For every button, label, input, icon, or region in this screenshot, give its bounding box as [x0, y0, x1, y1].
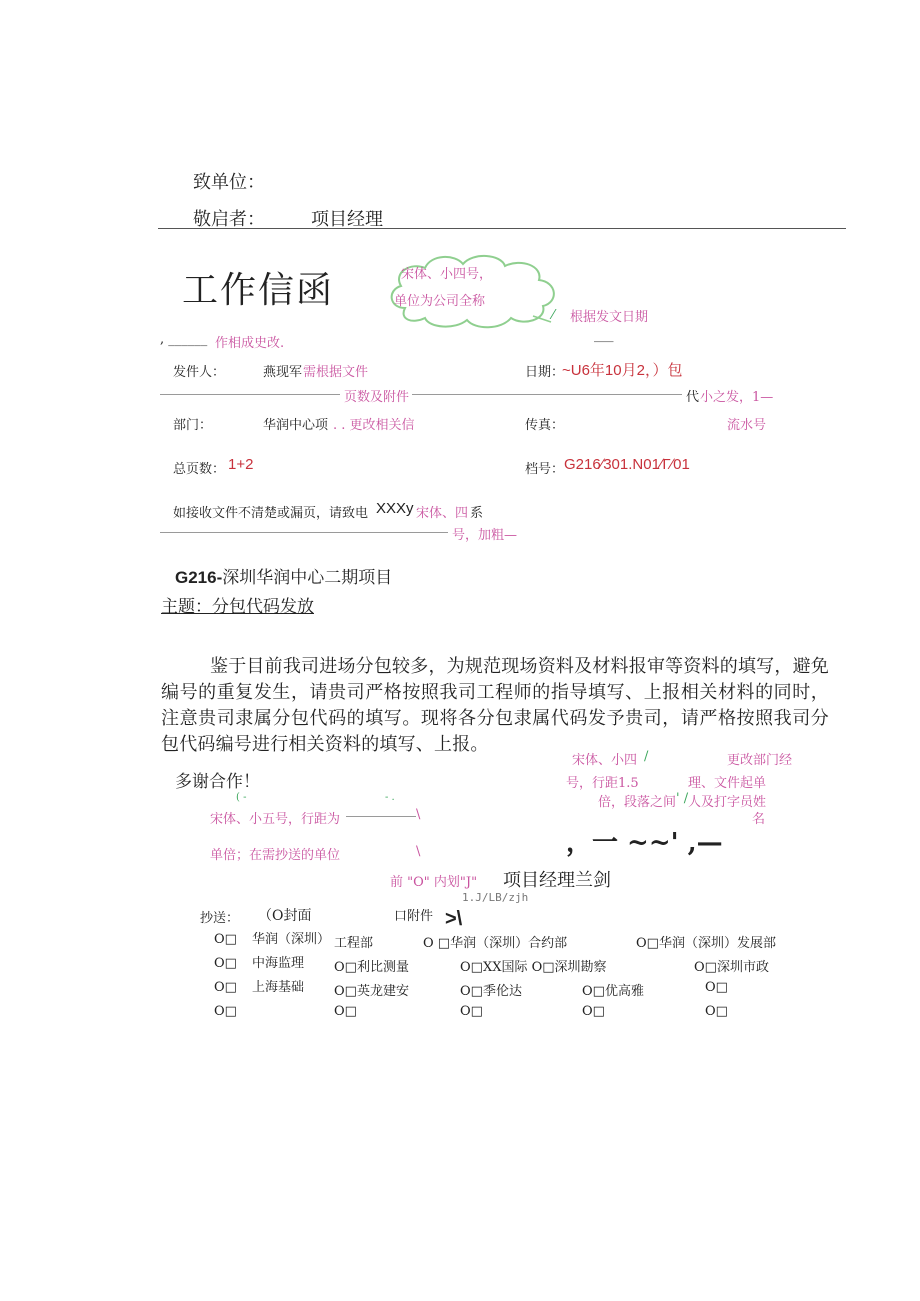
total-pages-label: 总页数：: [173, 462, 226, 477]
cc-recipient: 中海监理: [252, 956, 305, 971]
dash-rule: [160, 394, 340, 395]
cloud-note-line1: 宋体、小四号，: [401, 267, 493, 282]
serial-number-note: 流水号: [727, 418, 767, 433]
total-pages-value: 1+2: [228, 456, 254, 473]
cloud-pointer: ⁄: [552, 308, 555, 323]
cc-checkbox[interactable]: O□: [460, 1004, 483, 1019]
cc-recipient: 华润（深圳）: [252, 932, 331, 947]
change-note-line1: 更改部门经: [727, 753, 793, 768]
left-note-slash: \: [416, 807, 421, 822]
font-note-mark: /: [644, 749, 649, 764]
project-name: 深圳华润中心二期项目: [222, 568, 393, 588]
cc-checkbox-recipient[interactable]: O□XX国际 O□深圳勘察: [460, 960, 607, 975]
cc-checkbox[interactable]: O□: [582, 1004, 605, 1019]
cc-checkbox[interactable]: O□: [214, 1004, 237, 1019]
attention-value: 项目经理: [311, 209, 383, 230]
project-code: G216-: [175, 568, 223, 587]
cc-checkbox-recipient[interactable]: O□深圳市政: [694, 960, 769, 975]
cc-checkbox-recipient[interactable]: O□季伦达: [460, 984, 522, 999]
dash-rule: [346, 816, 416, 817]
dash-rule: [160, 532, 448, 533]
header-rule: [158, 228, 846, 229]
page-title: 工作信函: [182, 270, 335, 311]
sender-value: 燕现军: [263, 365, 303, 380]
left-note-tick: ( -: [236, 792, 247, 803]
signature-text: 项目经理兰剑: [503, 870, 611, 891]
contact-font-note-tail: 系: [470, 506, 484, 521]
change-note-line3: 人及打字员姓: [688, 795, 767, 810]
department-label: 部门：: [173, 418, 213, 433]
change-note-line4: 名: [752, 812, 766, 827]
sender-label: 发件人：: [173, 365, 226, 380]
attachment-checkbox-label: 口附件: [394, 909, 434, 924]
cc-checkbox-recipient[interactable]: O □华润（深圳）合约部: [423, 936, 568, 951]
date-label: 日期：: [525, 365, 565, 380]
department-note: . . 更改相关信: [333, 418, 415, 433]
arrow-icon: >\: [445, 908, 463, 930]
font-note-line3: 倍，段落之间: [598, 795, 677, 810]
left-note-slash: \: [416, 844, 421, 859]
revise-right-dash: ___: [594, 328, 614, 343]
cc-checkbox[interactable]: O□: [705, 980, 728, 995]
dai-note: 代: [686, 390, 700, 405]
cc-checkbox-recipient[interactable]: O□华润（深圳）发展部: [636, 936, 776, 951]
contact-text: 如接收文件不清楚或漏页，请致电: [173, 506, 369, 521]
font-note-line3-mark: ' /: [676, 791, 689, 806]
cc-checkbox[interactable]: O□: [214, 980, 237, 995]
arrow-mark: [445, 908, 462, 931]
attention-label: 敬启者：: [193, 209, 265, 230]
date-value: ~U6年10月2，）包: [562, 362, 683, 379]
left-note-line1: 宋体、小五号，行距为: [210, 812, 341, 827]
file-number-label: 档号：: [525, 462, 565, 477]
cc-recipient: 工程部: [334, 936, 374, 951]
left-note-line2: 单倍；在需抄送的单位: [210, 848, 341, 863]
cc-checkbox[interactable]: O□: [214, 956, 237, 971]
cc-checkbox-recipient[interactable]: O□英龙建安: [334, 984, 409, 999]
project-line: [175, 563, 392, 588]
signature-marks: ，一 ~~' ,—: [566, 828, 723, 858]
dash-rule: [412, 394, 682, 395]
revise-note: 作相成史改.: [215, 336, 285, 351]
left-note-tick-right: - .: [385, 792, 395, 803]
date-callout-note: 根据发文日期: [570, 310, 649, 325]
cc-checkbox-recipient[interactable]: O□利比测量: [334, 960, 409, 975]
cc-checkbox[interactable]: O□: [334, 1004, 357, 1019]
to-unit-label: 致单位：: [193, 172, 265, 193]
file-number-value: G216∕301.N01∕Γ∕01: [564, 456, 690, 473]
cloud-note-line2: 单位为公司全称: [394, 294, 486, 309]
cc-checkbox[interactable]: O□: [705, 1004, 728, 1019]
revise-dash: , ______: [160, 332, 208, 347]
contact-phone: XXXy: [376, 500, 414, 517]
cc-recipient: 上海基础: [252, 980, 305, 995]
fax-label: 传真：: [525, 418, 565, 433]
contact-font-note: 宋体、四: [416, 506, 469, 521]
pages-note: 页数及附件: [344, 390, 410, 405]
cc-checkbox[interactable]: O□: [214, 932, 237, 947]
change-note-line2: 理、文件起单: [688, 776, 767, 791]
cover-checkbox-label: （O封面: [258, 908, 312, 924]
font-note-line2: 号，行距1.5: [566, 776, 639, 791]
sender-note: 需根据文件: [303, 365, 369, 380]
subject-topic: 主题：分包代码发放: [161, 597, 314, 617]
cc-checkbox-recipient[interactable]: O□优高雅: [582, 984, 644, 999]
body-paragraph: 鉴于目前我司进场分包较多，为规范现场资料及材料报审等资料的填写，避免编号的重复发生，请贵司严格按照我司工程师的指导填写、上报相关材料的同时，注意贵司隶属分包代码的填写。现将各分包隶属代码发予贵司，请严格按照我司分包代码编号进行相关资料的填写、上报。: [161, 656, 829, 755]
cc-label: 抄送：: [200, 911, 240, 926]
reference-code: 1.J/LB/zjh: [462, 891, 529, 904]
font-note-line1: 宋体、小四: [572, 753, 638, 768]
serial-note: 小之发，1—: [700, 390, 774, 405]
contact-bold-note: 号，加粗—: [452, 528, 518, 543]
thanks-text: 多谢合作！: [175, 772, 260, 792]
department-value: 华润中心项: [263, 418, 329, 433]
check-instruction-note: 前 "O" 内划"J": [390, 875, 478, 890]
